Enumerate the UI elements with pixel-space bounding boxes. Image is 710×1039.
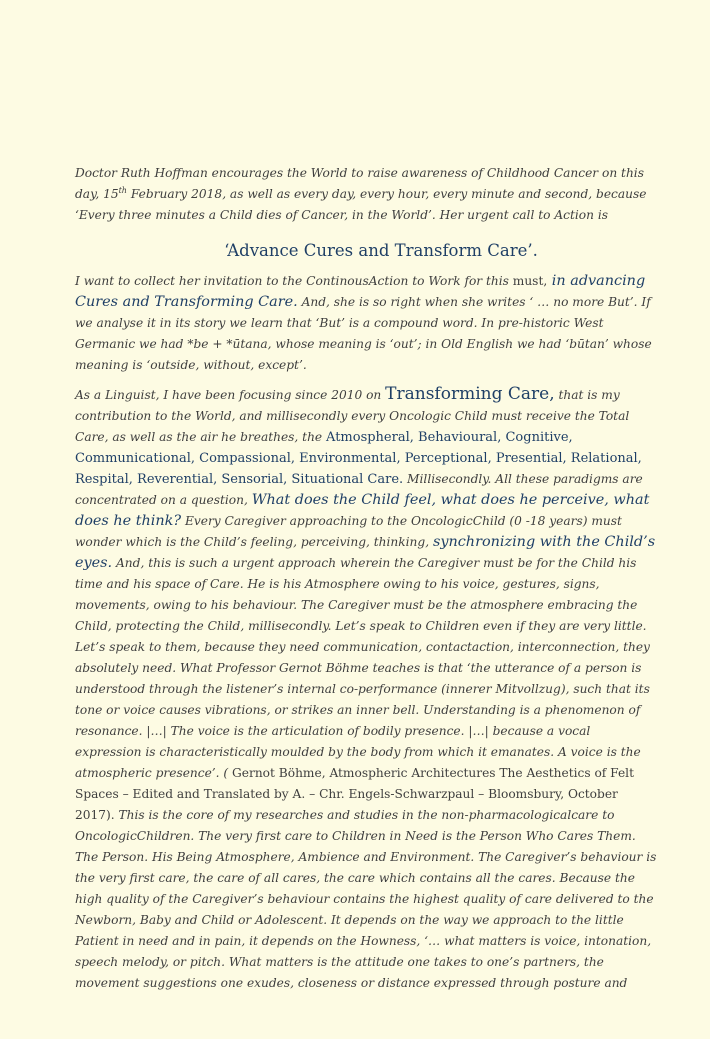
bohme-citation: Gernot Böhme, Atmospheric Architectures The Aesthetics of Felt Spaces – Edited and Translated by A. – Chr. Engels-Schwarzpaul – Bloomsbury, October 2017).: [75, 766, 634, 822]
intro-paragraph: [75, 163, 657, 226]
call-to-action-heading: ‘Advance Cures and Transform Care’.: [224, 241, 538, 260]
linguist-text-start: As a Linguist, I have been focusing since 2010 on: [75, 388, 386, 402]
invitation-paragraph: [75, 271, 657, 376]
transforming-care-phrase: Transforming Care,: [385, 384, 555, 404]
invitation-text-end: And, she is so right when she writes ‘ … no more But’. If we analyse it in its story we learn that ‘But’ is a compound word. In pre-historic West Germanic we had *be + *ūtana, whose meaning is ‘out’; in Old English we had ‘būtan’ whose meaning is ‘outside, without, except’.: [75, 295, 652, 372]
child-question-phrase: What does the Child feel, what does he perceive, what does he think?: [75, 492, 650, 529]
care-paradigms-list: Atmospheral, Behavioural, Cognitive, Communicational, Compassional, Environmental, Perceptional, Presential, Relational, Respital, Reverential, Sensorial, Situational Care.: [75, 430, 642, 487]
advancing-cures-phrase: in advancing Cures and Transforming Care.: [75, 273, 646, 310]
linguist-paragraph: [75, 384, 657, 994]
invitation-text-start: I want to collect her invitation to the ContinousAction to Work for this: [75, 274, 513, 288]
linguist-text-c: Millisecondly. All these paradigms are concentrated on a question,: [75, 472, 643, 507]
article-body: [75, 163, 657, 1002]
intro-text-start: Doctor Ruth Hoffman encourages the World to raise awareness of Childhood Cancer on this day, 15: [75, 166, 644, 201]
intro-text-end: February 2018, as well as every day, every hour, every minute and second, because ‘Every three minutes a Child dies of Cancer, in the World’. Her urgent call to Action is: [75, 187, 647, 222]
linguist-text-b: that is my contribution to the World, and millisecondly every Oncologic Child must receive the Total Care, as well as the air he breathes, the: [75, 388, 630, 444]
ordinal-suffix: th: [118, 186, 127, 195]
must-word: must,: [512, 274, 548, 288]
synchronizing-phrase: synchronizing with the Child’s eyes.: [75, 534, 656, 571]
linguist-text-e: And, this is such a urgent approach wherein the Caregiver must be for the Child his time and his space of Care. He is his Atmosphere owing to his voice, gestures, signs, movements, owing to his behaviour. The Caregiver must be the atmosphere embracing the Child, protecting the Child, millisecondly. Let’s speak to Children even if they are very little. Let’s speak to them, because they need communication, contactaction, interconnection, they absolutely need. What Professor Gernot Böhme teaches is that ‘the utterance of a person is understood through the listener’s internal co-performance (innerer Mitvollzug), such that its tone or voice causes vibrations, or strikes an inner bell. Understanding is a phenomenon of resonance. |…| The voice is the articulation of bodily presence. |…| because a vocal expression is characteristically moulded by the body from which it emanates. A voice is the atmospheric presence’. (: [75, 556, 650, 780]
linguist-text-f: This is the core of my researches and studies in the non-pharmacologicalcare to OncologicChildren. The very first care to Children in Need is the Person Who Cares Them. The Person. His Being Atmosphere, Ambience and Environment. The Caregiver’s behaviour is the very first care, the care of all cares, the care which contains all the cares. Because the high quality of the Caregiver’s behaviour contains the highest quality of care delivered to the Newborn, Baby and Child or Adolescent. It depends on the way we approach to the little Patient in need and in pain, it depends on the Howness, ‘… what matters is voice, intonation, speech melody, or pitch. What matters is the attitude one takes to one’s partners, the movement suggestions one exudes, closeness or distance expressed through posture and: [75, 808, 657, 990]
linguist-text-d: Every Caregiver approaching to the OncologicChild (0 -18 years) must wonder which is the Child’s feeling, perceiving, thinking,: [75, 514, 622, 549]
